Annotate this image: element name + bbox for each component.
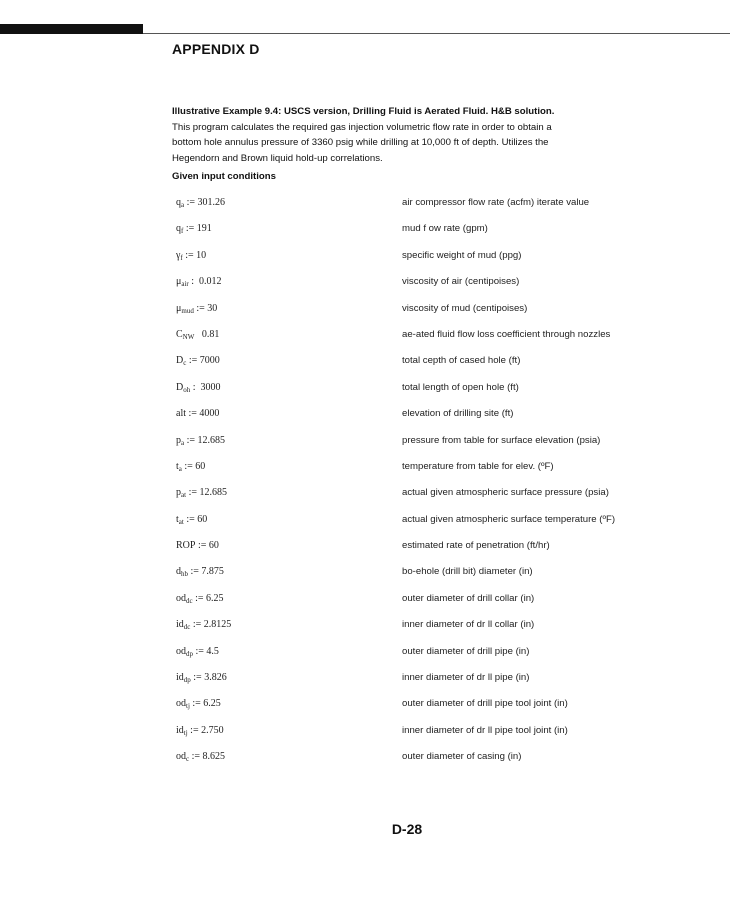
variable-symbol: p — [176, 487, 181, 499]
input-row — [0, 537, 730, 563]
variable-symbol: alt — [176, 408, 186, 420]
variable-subscript: dc — [186, 596, 193, 605]
variable-symbol: t — [176, 460, 179, 472]
variable-value: := 3.826 — [190, 672, 227, 684]
section-heading: Given input conditions — [172, 171, 276, 182]
input-row — [0, 643, 730, 669]
example-intro — [172, 104, 622, 166]
variable-value: := 60 — [181, 460, 206, 472]
variable-subscript: hb — [181, 570, 188, 579]
input-description: actual given atmospheric surface temperature (ºF) — [402, 513, 616, 525]
input-expression — [176, 303, 217, 315]
input-row — [0, 405, 730, 431]
variable-symbol: od — [176, 645, 186, 657]
variable-value: := 2.8125 — [190, 619, 232, 631]
variable-subscript: NW — [182, 332, 195, 341]
variable-value: := 6.25 — [189, 698, 221, 710]
input-row — [0, 220, 730, 246]
variable-symbol: D — [176, 355, 184, 367]
input-conditions-list — [0, 194, 730, 775]
variable-value: := 4.5 — [193, 645, 219, 657]
intro-line-3: Hegendorn and Brown liquid hold-up correlations. — [172, 152, 383, 164]
input-row — [0, 616, 730, 642]
input-description: mud f ow rate (gpm) — [402, 223, 488, 235]
input-row — [0, 484, 730, 510]
variable-subscript: f — [181, 227, 184, 236]
input-row — [0, 458, 730, 484]
page-number: D-28 — [391, 821, 423, 837]
variable-subscript: tj — [183, 728, 188, 737]
input-expression — [176, 197, 225, 209]
input-expression — [176, 223, 212, 235]
input-description: specific weight of mud (ppg) — [402, 249, 522, 261]
input-expression — [176, 355, 220, 367]
variable-subscript: tj — [186, 702, 190, 711]
input-expression — [176, 487, 227, 499]
variable-symbol: t — [176, 513, 179, 525]
input-description: total length of open hole (ft) — [402, 381, 519, 393]
variable-subscript: oh — [183, 385, 191, 394]
variable-symbol: ROP — [176, 540, 196, 552]
variable-symbol: od — [176, 592, 186, 604]
input-description: inner diameter of dr ll collar (in) — [402, 619, 535, 631]
input-row — [0, 432, 730, 458]
input-expression — [176, 461, 205, 473]
input-expression — [176, 435, 225, 447]
input-row — [0, 669, 730, 695]
input-description: viscosity of mud (centipoises) — [402, 302, 528, 314]
input-expression — [176, 540, 219, 552]
input-row — [0, 352, 730, 378]
input-description: bo‑ehole (drill bit) diameter (in) — [402, 566, 533, 578]
input-expression — [176, 408, 219, 420]
variable-value: := 60 — [183, 513, 208, 525]
variable-value: := 191 — [183, 223, 212, 235]
input-expression — [176, 250, 206, 262]
input-description: outer diameter of drill pipe tool joint (in) — [402, 698, 568, 710]
variable-value: := 60 — [195, 540, 219, 552]
input-description: viscosity of air (centipoises) — [402, 276, 520, 288]
variable-symbol: d — [176, 566, 181, 578]
header-rule — [143, 33, 730, 34]
variable-subscript: air — [181, 280, 189, 289]
variable-value: := 7.875 — [188, 566, 224, 578]
variable-value: : 3000 — [190, 381, 221, 393]
variable-value: := 6.25 — [192, 592, 224, 604]
input-description: elevation of drilling site (ft) — [402, 408, 514, 420]
variable-symbol: id — [176, 619, 184, 631]
variable-symbol: id — [176, 672, 184, 684]
variable-subscript: c — [183, 359, 187, 368]
input-description: outer diameter of drill collar (in) — [402, 592, 535, 604]
input-description: inner diameter of dr ll pipe (in) — [402, 672, 530, 684]
input-row — [0, 326, 730, 352]
variable-value: := 8.625 — [189, 751, 226, 763]
input-row — [0, 247, 730, 273]
input-row — [0, 722, 730, 748]
intro-line-2: bottom hole annulus pressure of 3360 psig while drilling at 10,000 ft of depth. Utilizes the — [172, 137, 549, 148]
variable-symbol: od — [176, 751, 186, 763]
variable-subscript: a — [181, 438, 185, 447]
variable-value: := 30 — [193, 302, 218, 314]
input-expression — [176, 514, 207, 526]
header-bar — [0, 24, 143, 34]
input-row — [0, 748, 730, 774]
input-row — [0, 300, 730, 326]
variable-subscript: at — [178, 517, 184, 526]
input-description: outer diameter of casing (in) — [402, 751, 522, 763]
variable-subscript: at — [181, 491, 187, 500]
intro-line-1: This program calculates the required gas injection volumetric flow rate in order to obtain a — [172, 121, 552, 133]
variable-value: := 10 — [182, 249, 207, 261]
input-row — [0, 511, 730, 537]
input-expression — [176, 619, 231, 631]
example-title: Illustrative Example 9.4: USCS version, Drilling Fluid is Aerated Fluid. H&B solution. — [172, 106, 555, 117]
input-expression — [176, 566, 224, 578]
input-expression — [176, 751, 225, 763]
input-description: pressure from table for surface elevation (psia) — [402, 434, 601, 446]
input-row — [0, 273, 730, 299]
input-description: estimated rate of penetration (ft/hr) — [402, 540, 550, 552]
variable-symbol: C — [176, 328, 183, 340]
variable-symbol: γ — [176, 249, 181, 261]
variable-subscript: dp — [186, 649, 193, 658]
input-expression — [176, 725, 224, 737]
variable-value: := 2.750 — [187, 724, 224, 736]
variable-subscript: dc — [183, 623, 191, 632]
variable-subscript: a — [181, 201, 185, 209]
input-description: ae‑ated fluid flow loss coefficient through nozzles — [402, 328, 611, 340]
input-row — [0, 695, 730, 721]
input-row — [0, 590, 730, 616]
variable-subscript: mud — [181, 306, 194, 315]
variable-symbol: μ — [176, 276, 182, 288]
input-expression — [176, 276, 222, 288]
variable-subscript: c — [186, 755, 190, 764]
variable-value: := 12.685 — [186, 487, 227, 499]
input-description: actual given atmospheric surface pressure (psia) — [402, 487, 609, 499]
input-expression — [176, 698, 221, 710]
input-expression — [176, 382, 221, 394]
variable-subscript: f — [180, 253, 183, 262]
variable-value: 0.81 — [194, 328, 220, 340]
input-description: total cepth of cased hole (ft) — [402, 355, 521, 367]
variable-symbol: q — [176, 223, 181, 235]
variable-subscript: a — [178, 464, 182, 473]
variable-symbol: μ — [176, 302, 182, 314]
variable-subscript: dp — [183, 676, 191, 685]
variable-value: := 12.685 — [184, 434, 226, 446]
input-expression — [176, 329, 219, 341]
input-expression — [176, 593, 224, 605]
variable-value: := 7000 — [186, 355, 220, 367]
input-expression — [176, 672, 227, 684]
input-row — [0, 563, 730, 589]
variable-symbol: od — [176, 698, 186, 710]
variable-symbol: q — [176, 197, 181, 208]
variable-symbol: id — [176, 724, 184, 736]
input-description: temperature from table for elev. (ºF) — [402, 460, 554, 472]
variable-value: := 301.26 — [184, 197, 226, 208]
input-row — [0, 194, 730, 220]
variable-symbol: p — [176, 434, 181, 446]
variable-value: : 0.012 — [188, 276, 222, 288]
input-description: air compressor flow rate (acfm) iterate value — [402, 197, 590, 208]
input-row — [0, 379, 730, 405]
variable-symbol: D — [176, 381, 184, 393]
variable-value: := 4000 — [186, 408, 220, 420]
input-description: outer diameter of drill pipe (in) — [402, 645, 530, 657]
appendix-title: APPENDIX D — [172, 41, 260, 57]
input-description: inner diameter of dr ll pipe tool joint (in) — [402, 724, 568, 736]
input-expression — [176, 646, 219, 658]
